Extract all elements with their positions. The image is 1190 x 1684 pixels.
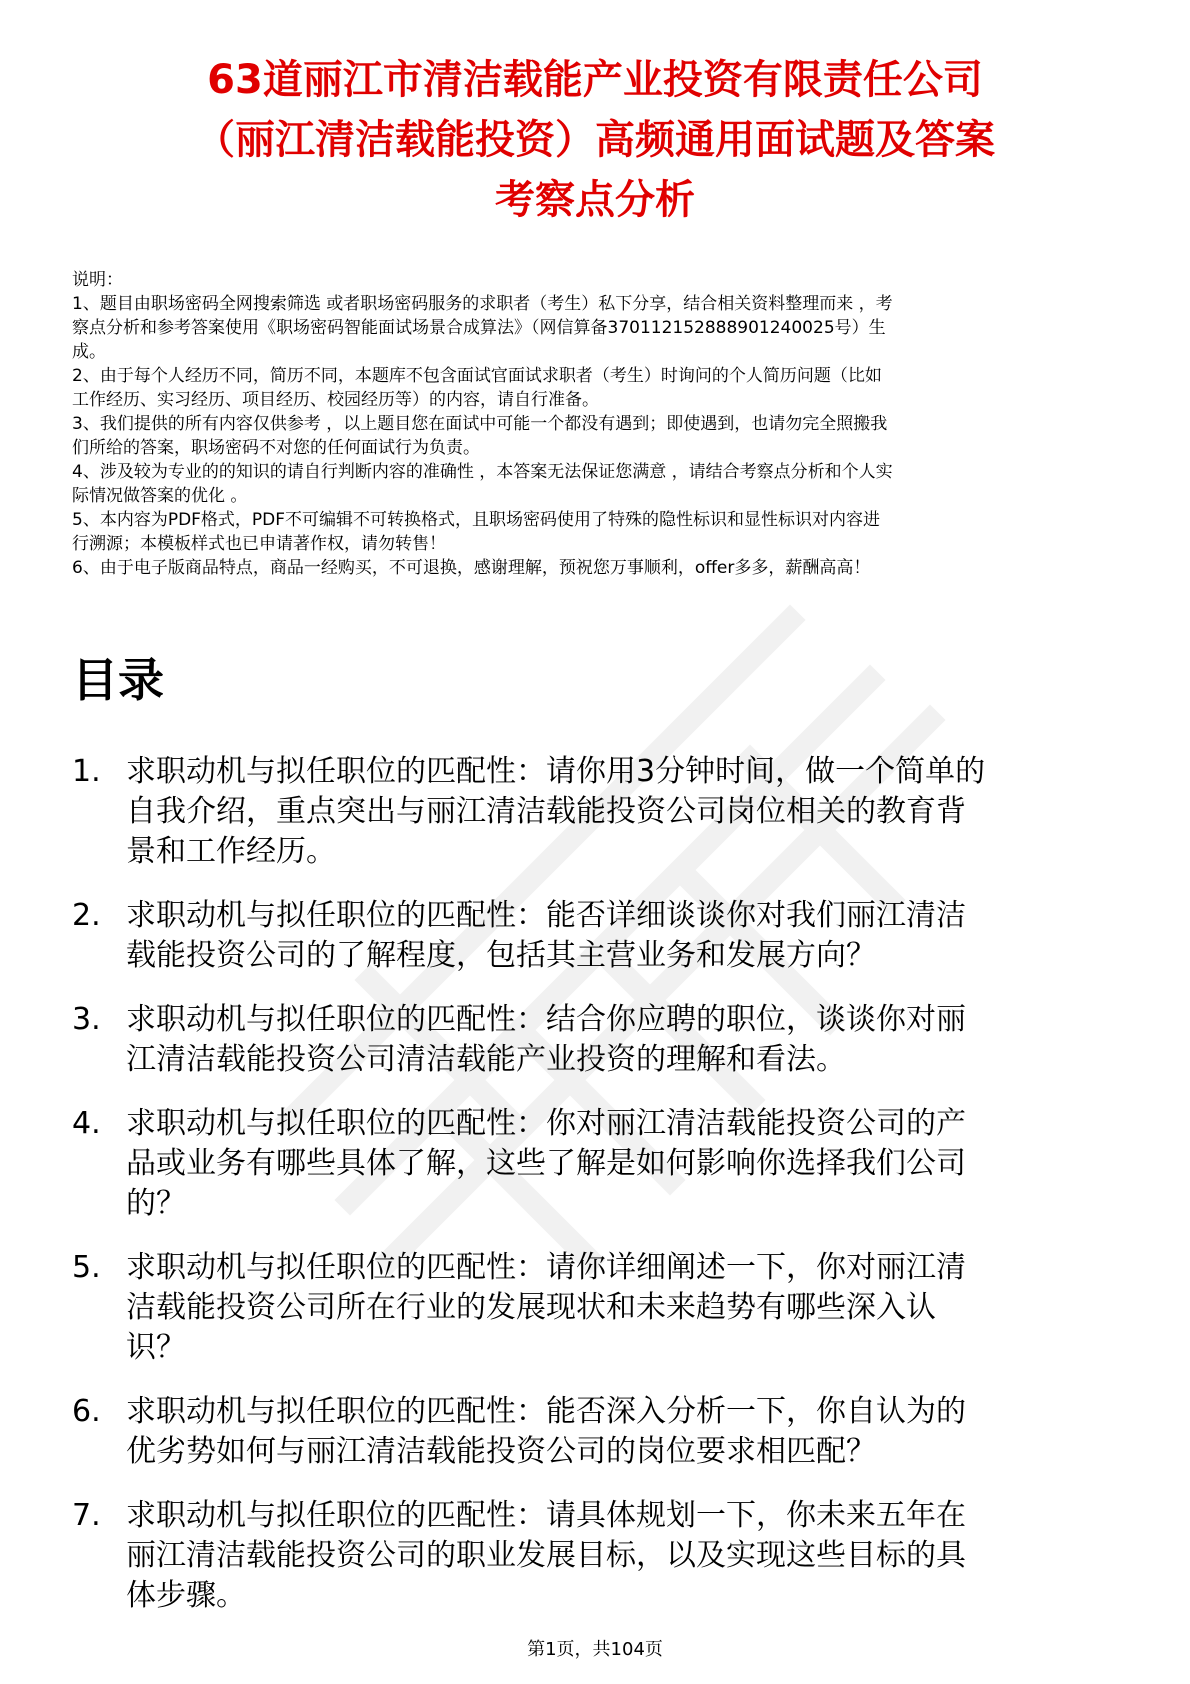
toc-item-text <box>126 1496 1132 1616</box>
toc-item-text <box>126 1000 1132 1080</box>
toc-item[interactable] <box>72 1392 1132 1472</box>
toc-item-line: 优劣势如何与丽江清洁载能投资公司的岗位要求相匹配？ <box>126 1434 876 1469</box>
notes-line: 工作经历、实习经历、项目经历、校园经历等）的内容，请自行准备。 <box>72 390 599 410</box>
toc-item-line: 载能投资公司的了解程度，包括其主营业务和发展方向？ <box>126 938 876 973</box>
toc-item-line: 景和工作经历。 <box>126 834 336 869</box>
toc-item-line: 求职动机与拟任职位的匹配性：请你用3分钟时间，做一个简单的 <box>126 754 986 789</box>
toc-item[interactable] <box>72 896 1132 976</box>
notes-line: 成。 <box>72 342 106 362</box>
notes-line: 5、本内容为PDF格式，PDF不可编辑不可转换格式，且职场密码使用了特殊的隐性标识和显性标识对内容进 <box>72 510 881 530</box>
title-line-2: （丽江清洁载能投资）高频通用面试题及答案 <box>195 117 995 163</box>
toc-item-number: 2. <box>72 898 101 933</box>
toc-item-line: 求职动机与拟任职位的匹配性：结合你应聘的职位，谈谈你对丽 <box>126 1002 966 1037</box>
toc-item-line: 求职动机与拟任职位的匹配性：你对丽江清洁载能投资公司的产 <box>126 1106 966 1141</box>
notes-label: 说明： <box>72 270 123 290</box>
toc-item-line: 的？ <box>126 1186 186 1221</box>
notes-line: 们所给的答案，职场密码不对您的任何面试行为负责。 <box>72 438 480 458</box>
toc-item-number: 5. <box>72 1250 101 1285</box>
toc-item-text <box>126 752 1132 872</box>
notes-section <box>72 268 1122 580</box>
toc-item-number: 1. <box>72 754 101 789</box>
toc-item-line: 江清洁载能投资公司清洁载能产业投资的理解和看法。 <box>126 1042 846 1077</box>
toc-item-line: 自我介绍，重点突出与丽江清洁载能投资公司岗位相关的教育背 <box>126 794 966 829</box>
toc-item-text <box>126 1104 1132 1224</box>
notes-line: 际情况做答案的优化 。 <box>72 486 248 506</box>
toc-item-line: 洁载能投资公司所在行业的发展现状和未来趋势有哪些深入认 <box>126 1290 936 1325</box>
toc-item-line: 求职动机与拟任职位的匹配性：能否详细谈谈你对我们丽江清洁 <box>126 898 966 933</box>
notes-line: 1、题目由职场密码全网搜索筛选 或者职场密码服务的求职者（考生）私下分享，结合相关资料整理而来 ，考 <box>72 294 893 314</box>
toc-item-number: 6. <box>72 1394 101 1429</box>
notes-line: 3、我们提供的所有内容仅供参考 ，以上题目您在面试中可能一个都没有遇到；即使遇到，也请勿完全照搬我 <box>72 414 888 434</box>
toc-item[interactable] <box>72 1104 1132 1224</box>
toc-item[interactable] <box>72 1248 1132 1368</box>
toc-item-line: 品或业务有哪些具体了解，这些了解是如何影响你选择我们公司 <box>126 1146 966 1181</box>
toc-item-text <box>126 1392 1132 1472</box>
notes-line: 行溯源；本模板样式也已申请著作权，请勿转售！ <box>72 534 446 554</box>
toc-item-line: 求职动机与拟任职位的匹配性：请具体规划一下，你未来五年在 <box>126 1498 966 1533</box>
toc-item-line: 识？ <box>126 1330 186 1365</box>
toc-item-number: 3. <box>72 1002 101 1037</box>
notes-line: 察点分析和参考答案使用《职场密码智能面试场景合成算法》（网信算备370112152888901240025号）生 <box>72 318 886 338</box>
toc-item[interactable] <box>72 1496 1132 1616</box>
toc-item[interactable] <box>72 752 1132 872</box>
title-line-3: 考察点分析 <box>495 177 695 223</box>
notes-line: 4、涉及较为专业的的知识的请自行判断内容的准确性 ，本答案无法保证您满意 ，请结合考察点分析和个人实 <box>72 462 893 482</box>
toc-item-line: 体步骤。 <box>126 1578 246 1613</box>
toc-item-line: 丽江清洁载能投资公司的职业发展目标，以及实现这些目标的具 <box>126 1538 966 1573</box>
notes-line: 2、由于每个人经历不同，简历不同，本题库不包含面试官面试求职者（考生）时询问的个人简历问题（比如 <box>72 366 882 386</box>
toc-item-number: 7. <box>72 1498 101 1533</box>
toc-heading: 目录 <box>72 653 164 707</box>
toc-item-number: 4. <box>72 1106 101 1141</box>
title-line-1: 63道丽江市清洁载能产业投资有限责任公司 <box>207 57 983 103</box>
toc-item-text <box>126 1248 1132 1368</box>
notes-line: 6、由于电子版商品特点，商品一经购买，不可退换，感谢理解，预祝您万事顺利，offer多多，薪酬高高！ <box>72 558 871 578</box>
toc-item[interactable] <box>72 1000 1132 1080</box>
page-footer: 第1页，共104页 <box>527 1639 663 1660</box>
document-title <box>60 50 1130 230</box>
toc-item-line: 求职动机与拟任职位的匹配性：能否深入分析一下，你自认为的 <box>126 1394 966 1429</box>
toc-list <box>72 752 1132 1640</box>
toc-item-line: 求职动机与拟任职位的匹配性：请你详细阐述一下，你对丽江清 <box>126 1250 966 1285</box>
toc-item-text <box>126 896 1132 976</box>
